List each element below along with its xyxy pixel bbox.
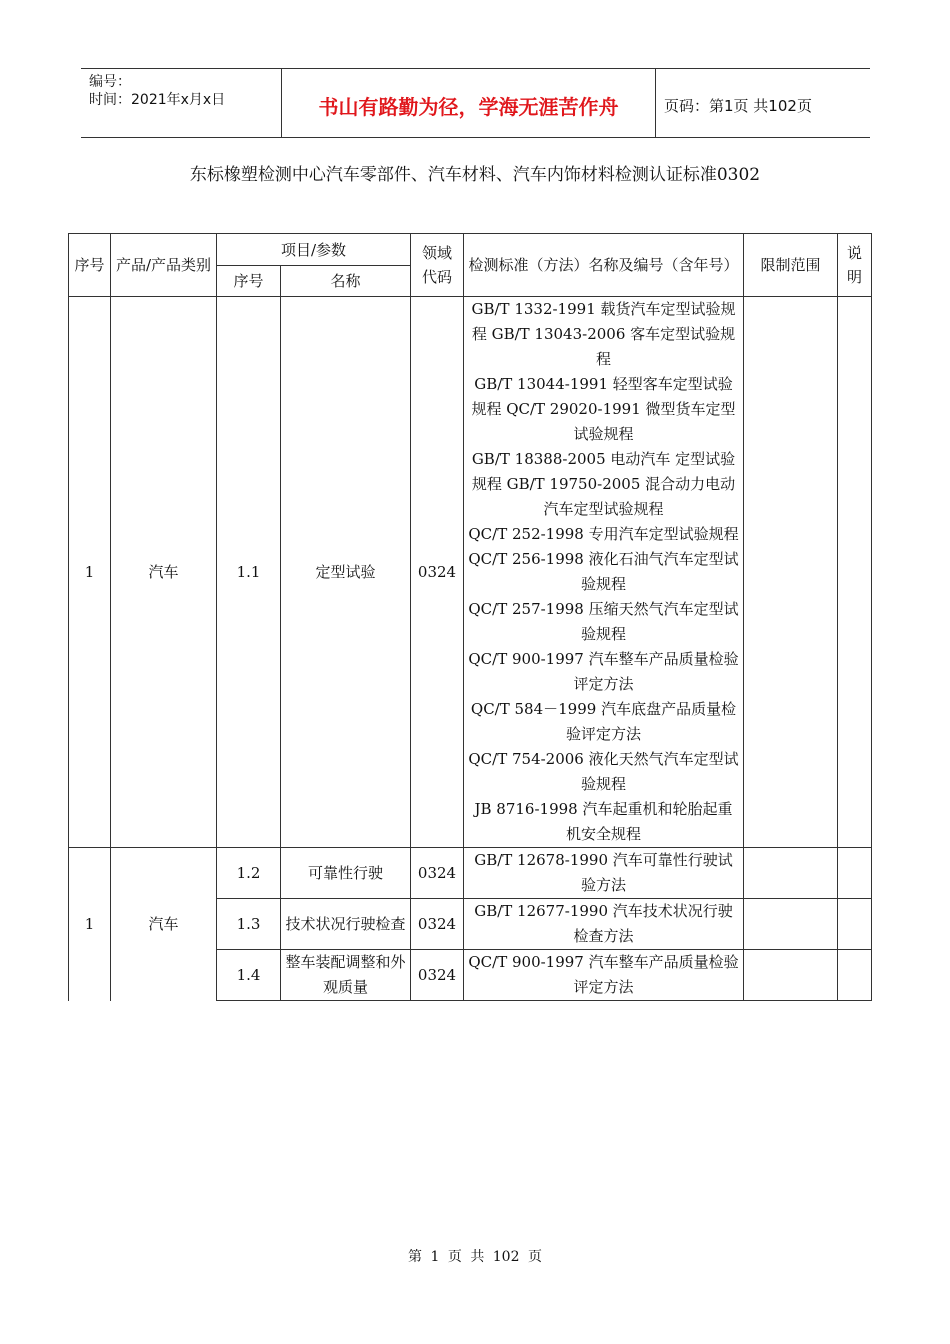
cell-name: 定型试验 bbox=[281, 297, 411, 848]
header-meta bbox=[81, 69, 281, 137]
standard-item: QC/T 257-1998 压缩天然气汽车定型试验规程 bbox=[468, 600, 739, 643]
header-item-param: 项目/参数 bbox=[217, 234, 411, 266]
cell-seq: 1 bbox=[69, 297, 111, 848]
cell-sub-seq: 1.3 bbox=[217, 899, 281, 950]
cell-note bbox=[838, 950, 872, 1001]
cell-sub-seq: 1.1 bbox=[217, 297, 281, 848]
table-row bbox=[69, 297, 872, 848]
cell-product: 汽车 bbox=[111, 297, 217, 848]
document-title: 东标橡塑检测中心汽车零部件、汽车材料、汽车内饰材料检测认证标准0302 bbox=[189, 165, 761, 185]
cell-seq: 1 bbox=[69, 848, 111, 1001]
table-row bbox=[69, 848, 872, 899]
cell-name: 技术状况行驶检查 bbox=[281, 899, 411, 950]
cell-note bbox=[838, 297, 872, 848]
cell-standard: GB/T 12677-1990 汽车技术状况行驶检查方法 bbox=[464, 899, 744, 950]
cell-limit bbox=[744, 297, 838, 848]
standard-item: QC/T 584－1999 汽车底盘产品质量检验评定方法 bbox=[470, 700, 737, 743]
header-motto: 书山有路勤为径，学海无涯苦作舟 bbox=[318, 94, 619, 119]
cell-limit bbox=[744, 899, 838, 950]
cell-sub-seq: 1.4 bbox=[217, 950, 281, 1001]
cell-note bbox=[838, 899, 872, 950]
document-header bbox=[81, 68, 870, 138]
header-sub-seq: 序号 bbox=[217, 266, 281, 297]
cell-code: 0324 bbox=[411, 848, 464, 899]
footer-total-label: 共 bbox=[470, 1249, 485, 1265]
standard-item: QC/T 754-2006 液化天然气汽车定型试验规程 bbox=[468, 750, 739, 793]
header-sub-name: 名称 bbox=[281, 266, 411, 297]
standard-item: JB 8716-1998 汽车起重机和轮胎起重机安全规程 bbox=[474, 800, 733, 843]
cell-code: 0324 bbox=[411, 950, 464, 1001]
cell-standard: QC/T 900-1997 汽车整车产品质量检验评定方法 bbox=[464, 950, 744, 1001]
cell-name: 整车装配调整和外观质量 bbox=[281, 950, 411, 1001]
cell-limit bbox=[744, 848, 838, 899]
header-standard: 检测标准（方法）名称及编号（含年号） bbox=[464, 234, 744, 297]
standard-item: GB/T 18388-2005 电动汽车 定型试验规程 GB/T 19750-2005 混合动力电动汽车定型试验规程 bbox=[471, 450, 736, 518]
page-footer bbox=[0, 1246, 950, 1266]
footer-page-unit: 页 bbox=[447, 1249, 462, 1265]
date-label: 时间：2021年x月x日 bbox=[89, 92, 226, 108]
header-product: 产品/产品类别 bbox=[111, 234, 217, 297]
cell-sub-seq: 1.2 bbox=[217, 848, 281, 899]
standard-item: QC/T 900-1997 汽车整车产品质量检验评定方法 bbox=[468, 650, 739, 693]
cell-code: 0324 bbox=[411, 899, 464, 950]
cell-name: 可靠性行驶 bbox=[281, 848, 411, 899]
standards-table bbox=[68, 233, 872, 1001]
footer-prefix: 第 bbox=[408, 1249, 423, 1265]
standard-item: GB/T 13044-1991 轻型客车定型试验规程 QC/T 29020-1991 微型货车定型试验规程 bbox=[471, 375, 736, 443]
standard-item: GB/T 1332-1991 载货汽车定型试验规程 GB/T 13043-2006 客车定型试验规程 bbox=[471, 300, 736, 368]
cell-product: 汽车 bbox=[111, 848, 217, 1001]
footer-page-number: 1 bbox=[430, 1249, 440, 1265]
header-domain-code: 领域代码 bbox=[411, 234, 464, 297]
cell-limit bbox=[744, 950, 838, 1001]
standard-item: QC/T 252-1998 专用汽车定型试验规程 QC/T 256-1998 液化石油气汽车定型试验规程 bbox=[468, 525, 739, 593]
footer-total-pages: 102 bbox=[492, 1249, 520, 1265]
header-seq: 序号 bbox=[69, 234, 111, 297]
footer-suffix: 页 bbox=[527, 1249, 542, 1265]
number-label: 编号： bbox=[89, 74, 131, 90]
header-note: 说明 bbox=[838, 234, 872, 297]
cell-code: 0324 bbox=[411, 297, 464, 848]
cell-standard: GB/T 12678-1990 汽车可靠性行驶试验方法 bbox=[464, 848, 744, 899]
header-page-info: 页码：第1页 共102页 bbox=[664, 96, 812, 115]
cell-note bbox=[838, 848, 872, 899]
cell-standards bbox=[464, 297, 744, 848]
header-limit: 限制范围 bbox=[744, 234, 838, 297]
